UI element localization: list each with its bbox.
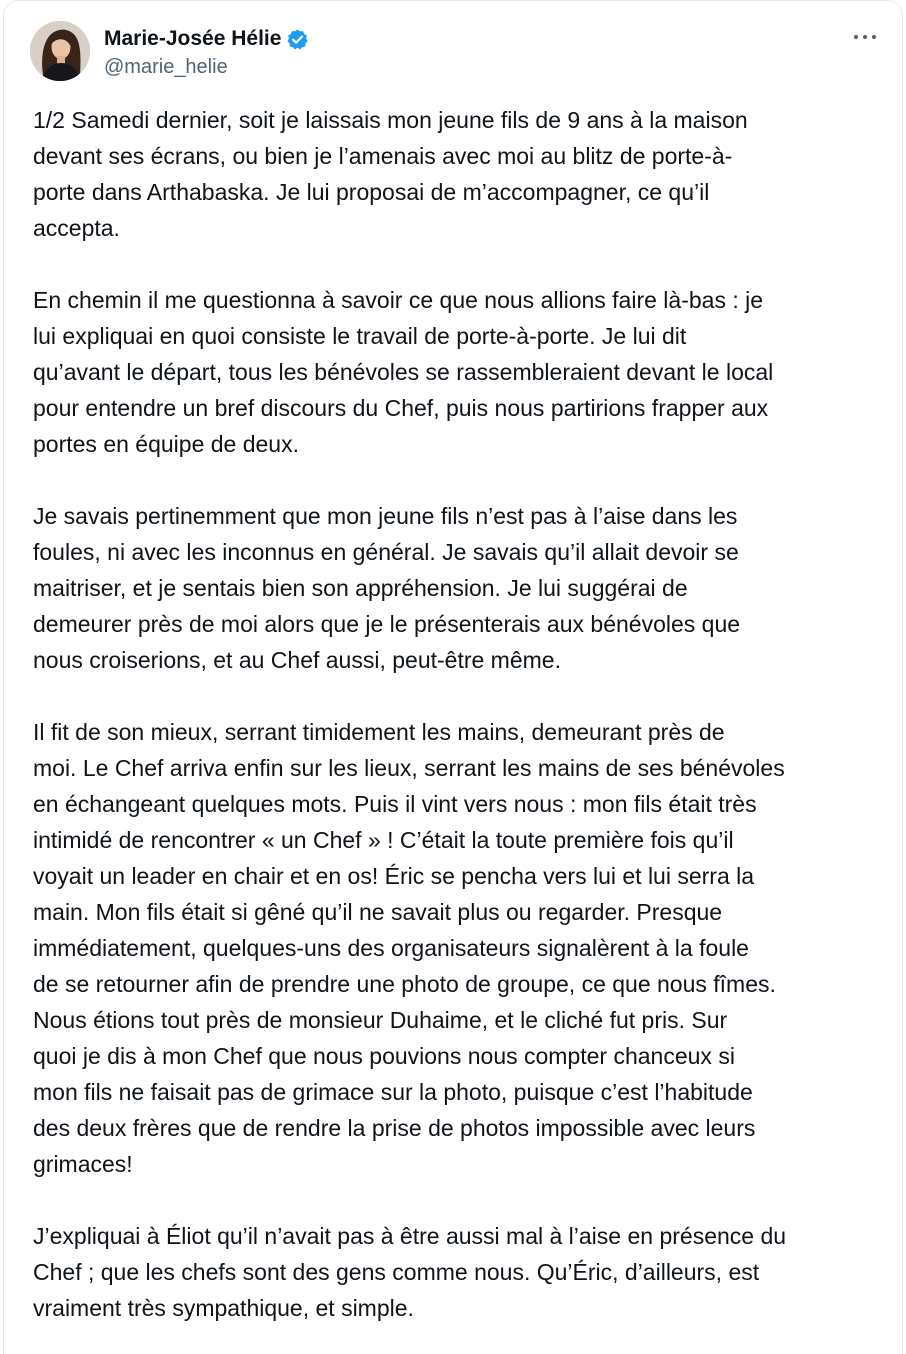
user-handle[interactable]: @marie_helie [104, 56, 228, 78]
text-line: quoi je dis à mon Chef que nous pouvions nous compter chanceux si [33, 1043, 735, 1069]
text-line: moi. Le Chef arriva enfin sur les lieux, serrant les mains de ses bénévoles [33, 755, 785, 781]
name-row [104, 25, 309, 53]
text-line: accepta. [33, 215, 120, 241]
tweet-header [30, 21, 880, 83]
verified-badge-icon [286, 28, 309, 51]
text-line: porte dans Arthabaska. Je lui proposai de m’accompagner, ce qu’il [33, 179, 710, 205]
text-line: immédiatement, quelques-uns des organisateurs signalèrent à la foule [33, 935, 749, 961]
text-line: voyait un leader en chair et en os! Éric se pencha vers lui et lui serra la [33, 863, 755, 889]
text-line: portes en équipe de deux. [33, 431, 299, 457]
more-options-button[interactable] [850, 27, 880, 47]
text-line: devant ses écrans, ou bien je l’amenais avec moi au blitz de porte-à- [33, 143, 733, 169]
tweet-card [3, 0, 903, 1354]
text-line: qu’avant le départ, tous les bénévoles se rassembleraient devant le local [33, 359, 774, 385]
text-line: Nous étions tout près de monsieur Duhaime, et le cliché fut pris. Sur [33, 1007, 728, 1033]
text-line: vraiment très sympathique, et simple. [33, 1295, 414, 1321]
text-line: main. Mon fils était si gêné qu’il ne savait plus ou regarder. Presque [33, 899, 723, 925]
text-line: pour entendre un bref discours du Chef, puis nous partirions frapper aux [33, 395, 769, 421]
text-line: Chef ; que les chefs sont des gens comme nous. Qu’Éric, d’ailleurs, est [33, 1259, 760, 1285]
text-line: lui expliquai en quoi consiste le travail de porte-à-porte. Je lui dit [33, 323, 687, 349]
text-line: des deux frères que de rendre la prise de photos impossible avec leurs [33, 1115, 756, 1141]
text-line: intimidé de rencontrer « un Chef » ! C’était la toute première fois qu’il [33, 827, 734, 853]
avatar[interactable] [30, 21, 90, 81]
text-line: Il fit de son mieux, serrant timidement les mains, demeurant près de [33, 719, 725, 745]
tweet-text [33, 102, 883, 1326]
text-line: de se retourner afin de prendre une photo de groupe, ce que nous fîmes. [33, 971, 776, 997]
text-line: foules, ni avec les inconnus en général. Je savais qu’il allait devoir se [33, 539, 739, 565]
more-options-icon [850, 27, 880, 47]
text-line: nous croiserions, et au Chef aussi, peut-être même. [33, 647, 561, 673]
profile-photo-icon [30, 21, 90, 81]
tweet-paragraph-2 [33, 282, 883, 462]
text-line: en échangeant quelques mots. Puis il vint vers nous : mon fils était très [33, 791, 757, 817]
text-line: mon fils ne faisait pas de grimace sur la photo, puisque c’est l’habitude [33, 1079, 753, 1105]
text-line: J’expliquai à Éliot qu’il n’avait pas à être aussi mal à l’aise en présence du [33, 1223, 787, 1249]
text-line: 1/2 Samedi dernier, soit je laissais mon jeune fils de 9 ans à la maison [33, 107, 748, 133]
tweet-paragraph-5 [33, 1218, 883, 1326]
text-line: demeurer près de moi alors que je le présenterais aux bénévoles que [33, 611, 741, 637]
display-name[interactable]: Marie-Josée Hélie [104, 27, 282, 50]
text-line: Je savais pertinemment que mon jeune fils n’est pas à l’aise dans les [33, 503, 738, 529]
tweet-paragraph-4 [33, 714, 883, 1182]
user-info [104, 25, 309, 79]
text-line: grimaces! [33, 1151, 133, 1177]
tweet-paragraph-3 [33, 498, 883, 678]
text-line: maitriser, et je sentais bien son appréhension. Je lui suggérai de [33, 575, 688, 601]
tweet-paragraph-1 [33, 102, 883, 246]
text-line: En chemin il me questionna à savoir ce que nous allions faire là-bas : je [33, 287, 764, 313]
